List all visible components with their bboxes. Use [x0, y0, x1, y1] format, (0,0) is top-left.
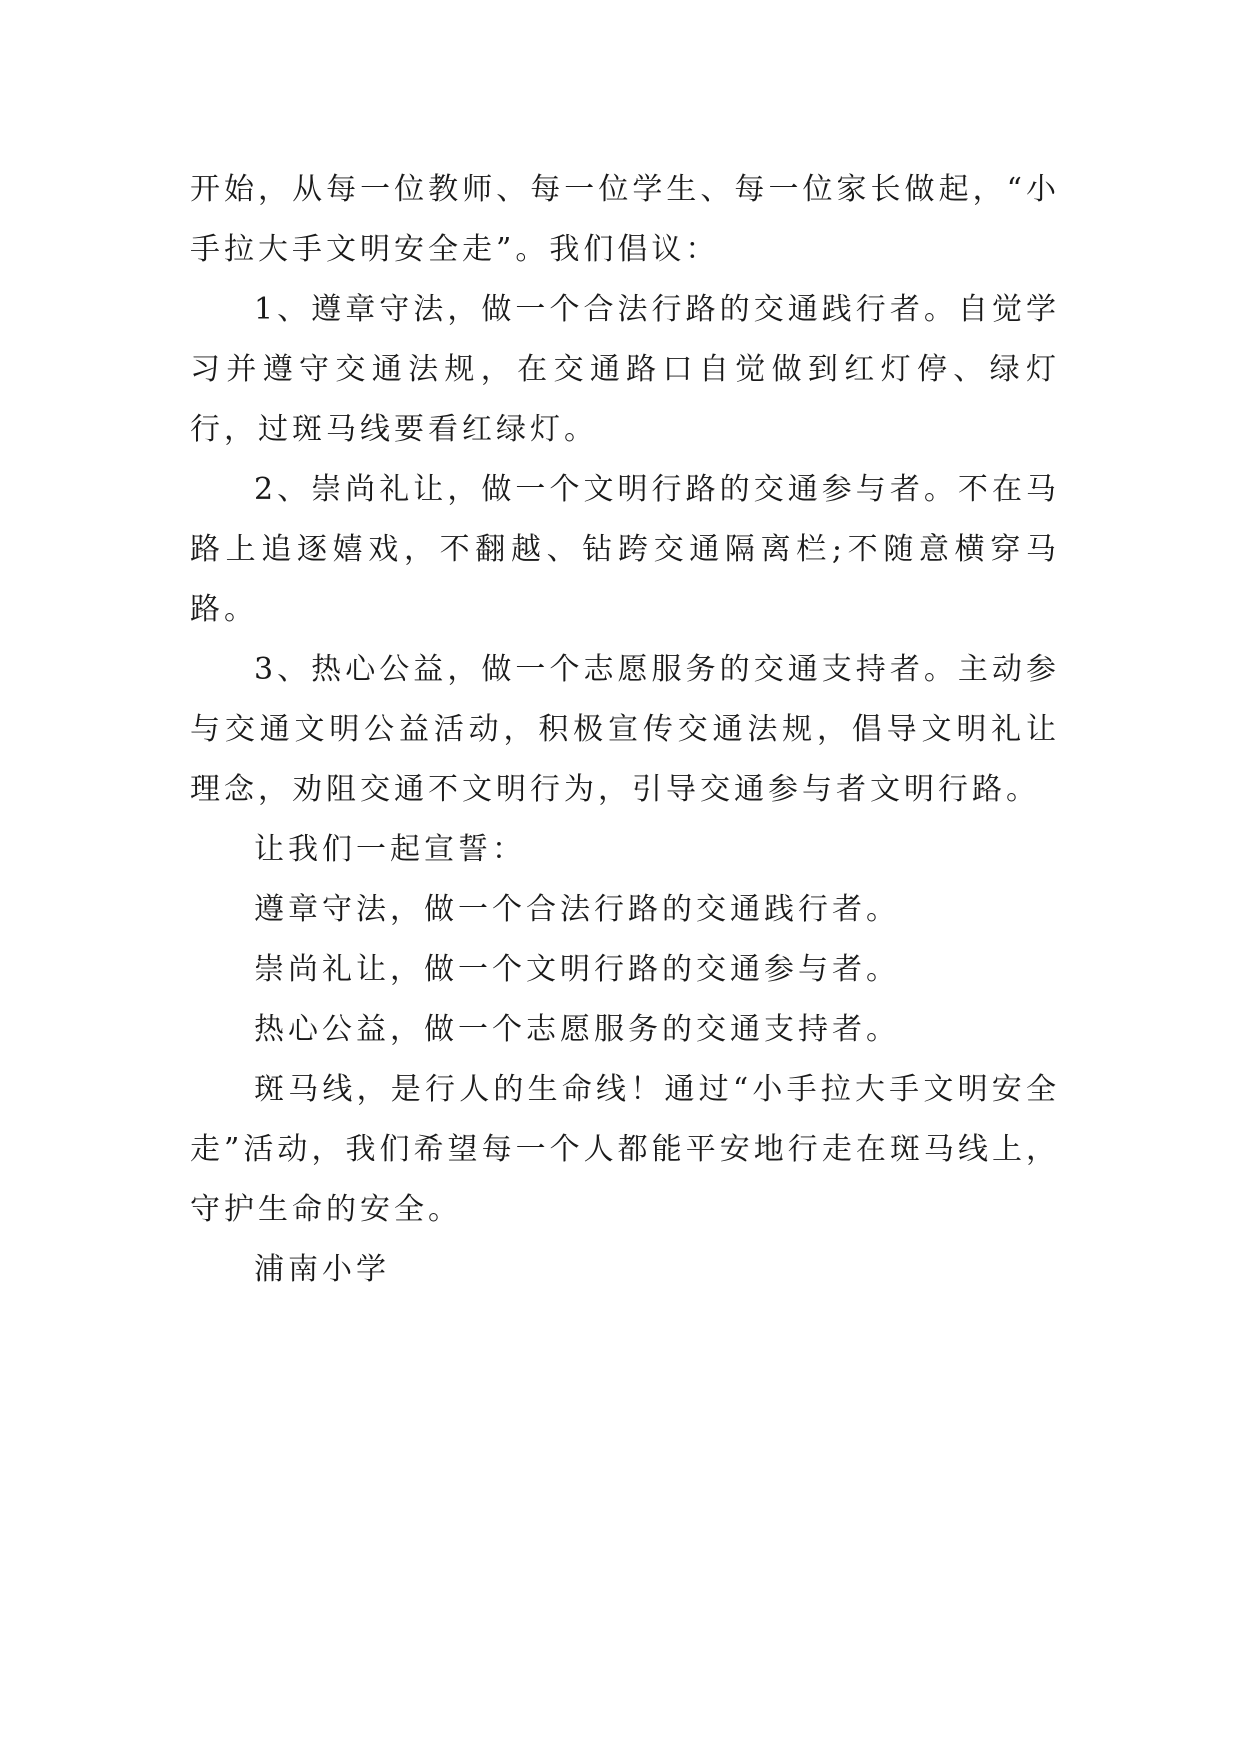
paragraph-proposal-2: 2、崇尚礼让，做一个文明行路的交通参与者。不在马路上追逐嬉戏，不翻越、钻跨交通隔离栏;不随意横穿马路。	[190, 472, 1060, 627]
paragraph-closing: 斑马线，是行人的生命线！通过“小手拉大手文明安全走”活动，我们希望每一个人都能平安地行走在斑马线上，守护生命的安全。	[190, 1072, 1060, 1227]
paragraph-proposal-1: 1、遵章守法，做一个合法行路的交通践行者。自觉学习并遵守交通法规，在交通路口自觉做到红灯停、绿灯行，过斑马线要看红绿灯。	[190, 292, 1060, 447]
paragraph-oath-intro: 让我们一起宣誓：	[254, 832, 526, 867]
paragraph-oath-line-3: 热心公益，做一个志愿服务的交通支持者。	[254, 1012, 900, 1047]
document-body	[190, 160, 1060, 1300]
paragraph-proposal-3: 3、热心公益，做一个志愿服务的交通支持者。主动参与交通文明公益活动，积极宣传交通法规，倡导文明礼让理念，劝阻交通不文明行为，引导交通参与者文明行路。	[190, 652, 1060, 807]
paragraph-oath-line-1: 遵章守法，做一个合法行路的交通践行者。	[254, 892, 900, 927]
paragraph-oath-line-2: 崇尚礼让，做一个文明行路的交通参与者。	[254, 952, 900, 987]
paragraph-continuation: 开始，从每一位教师、每一位学生、每一位家长做起，“小手拉大手文明安全走”。我们倡议：	[190, 172, 1060, 267]
signature-school-name: 浦南小学	[254, 1252, 390, 1287]
